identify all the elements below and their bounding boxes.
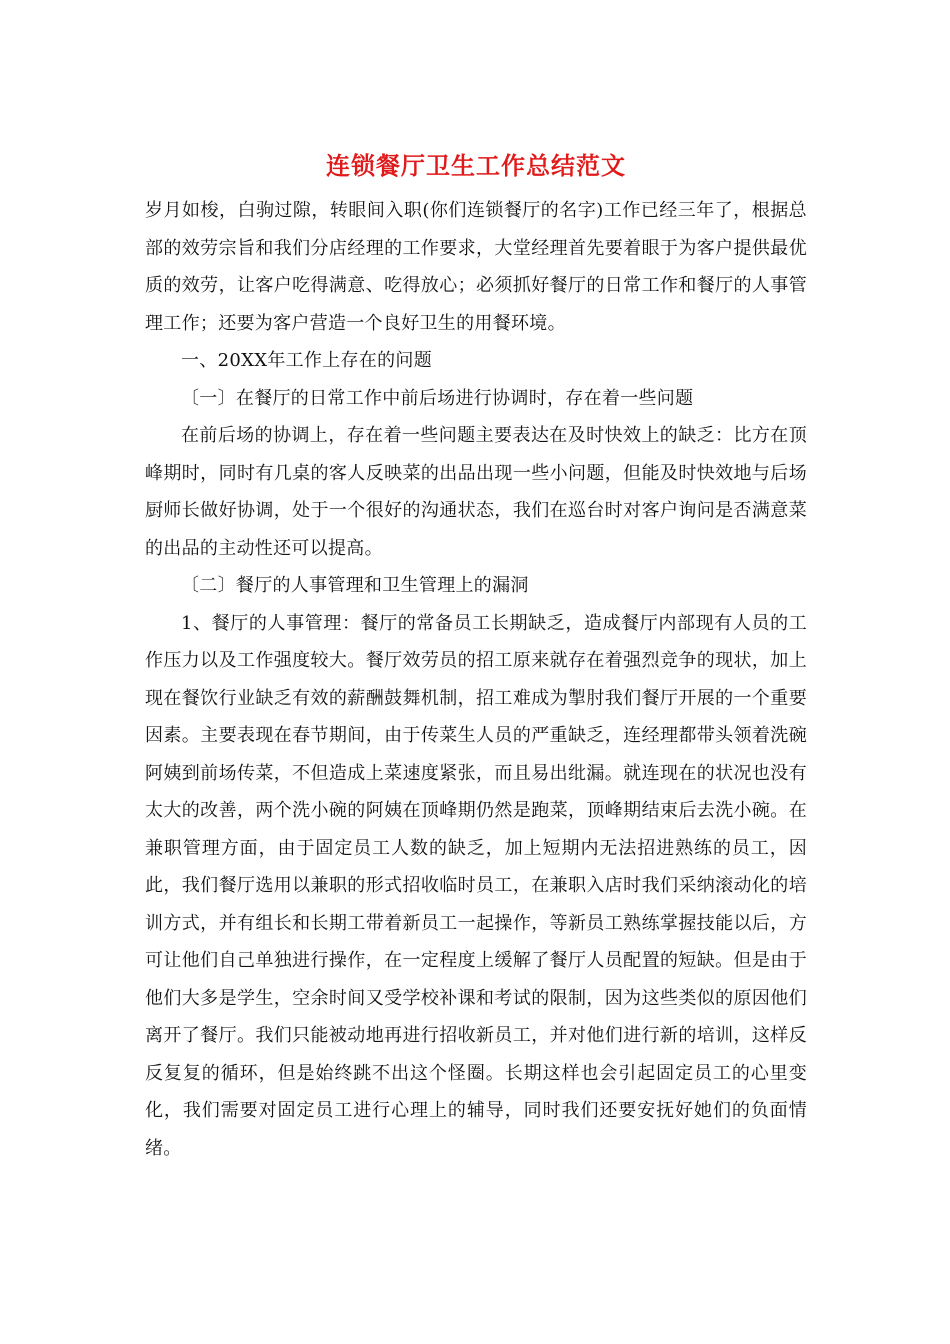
subsection-heading-1: 〔一〕在餐厅的日常工作中前后场进行协调时，存在着一些问题 <box>181 387 694 409</box>
paragraph-personnel: 1、餐厅的人事管理：餐厅的常备员工长期缺乏，造成餐厅内部现有人员的工作压力以及工作强度较大。餐厅效劳员的招工原来就存在着强烈竞争的现状，加上现在餐饮行业缺乏有效的薪酬鼓舞机制，招工难成为掣肘我们餐厅开展的一个重要因素。主要表现在春节期间，由于传菜生人员的严重缺乏，连经理都带头领着洗碗阿姨到前场传菜，不但造成上菜速度紧张，而且易出纰漏。就连现在的状况也没有太大的改善，两个洗小碗的阿姨在顶峰期仍然是跑菜，顶峰期结束后去洗小碗。在兼职管理方面，由于固定员工人数的缺乏，加上短期内无法招进熟练的员工，因此，我们餐厅选用以兼职的形式招收临时员工，在兼职入店时我们采纳滚动化的培训方式，并有组长和长期工带着新员工一起操作，等新员工熟练掌握技能以后，方可让他们自己单独进行操作，在一定程度上缓解了餐厅人员配置的短缺。但是由于他们大多是学生，空余时间又受学校补课和考试的限制，因为这些类似的原因他们离开了餐厅。我们只能被动地再进行招收新员工，并对他们进行新的培训，这样反反复复的循环，但是始终跳不出这个怪圈。长期这样也会引起固定员工的心里变化，我们需要对固定员工进行心理上的辅导，同时我们还要安抚好她们的负面情绪。 <box>145 612 807 1159</box>
paragraph-coordination: 在前后场的协调上，存在着一些问题主要表达在及时快效上的缺乏：比方在顶峰期时，同时有几桌的客人反映菜的出品出现一些小问题，但能及时快效地与后场厨师长做好协调，处于一个很好的沟通状态，我们在巡台时对客户询问是否满意菜的出品的主动性还可以提高。 <box>145 425 807 559</box>
subsection-heading-2: 〔二〕餐厅的人事管理和卫生管理上的漏洞 <box>181 575 529 596</box>
document-title: 连锁餐厅卫生工作总结范文 <box>326 151 626 180</box>
paragraph-intro: 岁月如梭，白驹过隙，转眼间入职(你们连锁餐厅的名字)工作已经三年了，根据总部的效劳宗旨和我们分店经理的工作要求，大堂经理首先要着眼于为客户提供最优质的效劳，让客户吃得满意、吃得放心；必须抓好餐厅的日常工作和餐厅的人事管理工作；还要为客户营造一个良好卫生的用餐环境。 <box>145 200 807 334</box>
document-page <box>145 150 807 1167</box>
section-heading-1: 一、20XX年工作上存在的问题 <box>181 350 433 371</box>
